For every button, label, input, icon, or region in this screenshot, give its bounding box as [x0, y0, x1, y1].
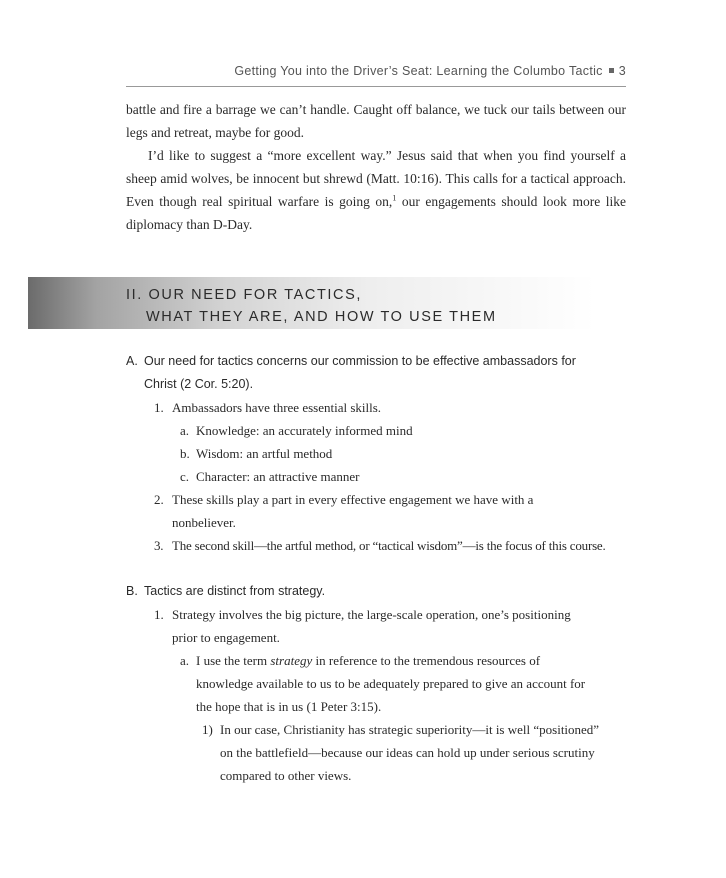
header-bullet-icon [609, 68, 614, 73]
outline [126, 350, 626, 787]
header-title: Getting You into the Driver’s Seat: Learning the Columbo Tactic [234, 64, 603, 78]
page-number: 3 [618, 64, 626, 78]
outline-marker: B. [126, 584, 138, 598]
footnote-marker: 1 [392, 193, 397, 203]
outline-text: Our need for tactics concerns our commission to be effective ambassadors for [144, 354, 576, 368]
outline-text: prior to engagement. [172, 630, 280, 645]
outline-text: the hope that is in us (1 Peter 3:15). [196, 699, 382, 714]
outline-text: Wisdom: an artful method [196, 446, 333, 461]
outline-marker: 2. [154, 492, 164, 507]
outline-item-A1c [126, 465, 626, 488]
outline-item-B [126, 580, 626, 603]
intro-paragraph-1: battle and fire a barrage we can’t handle. Caught off balance, we tuck our tails between our legs and retreat, maybe for good. [126, 102, 626, 140]
outline-text: Christ (2 Cor. 5:20). [144, 377, 254, 391]
outline-text [196, 649, 626, 672]
outline-item-B1a1-cont-2 [126, 764, 626, 787]
outline-marker: c. [180, 469, 190, 484]
outline-text-part: in reference to the tremendous resources of [312, 653, 541, 668]
outline-marker: b. [180, 446, 190, 461]
outline-marker: 1. [154, 607, 164, 622]
outline-marker: a. [180, 423, 190, 438]
outline-item-A1a [126, 419, 626, 442]
intro-paragraph-2-text: I’d like to suggest a “more excellent way.” Jesus said that when you find yourself a sheep amid wolves, be innocent but shrewd (Matt. 10:16). This calls for a tactical approach. Even though real spiritual warfare is going on, [126, 148, 626, 209]
outline-text: These skills play a part in every effective engagement we have with a [172, 492, 534, 507]
outline-item-A3 [126, 534, 626, 557]
outline-item-B1a1 [126, 718, 626, 741]
intro-text [126, 98, 626, 236]
outline-text-emphasis: strategy [270, 653, 313, 668]
outline-item-A [126, 350, 626, 373]
outline-item-B1a-cont-2 [126, 695, 626, 718]
outline-text: nonbeliever. [172, 515, 236, 530]
outline-text: on the battlefield—because our ideas can hold up under serious scrutiny [220, 745, 595, 760]
intro-paragraph-2-end: our engagements should look more like diplomacy than D-Day. [126, 194, 626, 232]
outline-text: Tactics are distinct from strategy. [144, 584, 326, 598]
running-header [126, 64, 626, 78]
outline-text: knowledge available to us to be adequately prepared to give an account for [196, 676, 586, 691]
outline-marker: 1. [154, 400, 164, 415]
section-heading-line-2: WHAT THEY ARE, AND HOW TO USE THEM [146, 309, 497, 325]
outline-item-A1 [126, 396, 626, 419]
outline-marker: a. [180, 653, 190, 668]
outline-item-B1a [126, 649, 626, 672]
outline-text: compared to other views. [220, 768, 352, 783]
intro-paragraph-2 [126, 144, 626, 236]
header-rule [126, 86, 626, 87]
outline-gap [126, 557, 626, 580]
outline-text: Strategy involves the big picture, the large-scale operation, one’s positioning [172, 607, 571, 622]
outline-text: Character: an attractive manner [196, 469, 360, 484]
outline-item-B1 [126, 603, 626, 626]
outline-text: Knowledge: an accurately informed mind [196, 423, 413, 438]
outline-text: In our case, Christianity has strategic superiority—it is well “positioned” [220, 722, 600, 737]
outline-text: Ambassadors have three essential skills. [172, 400, 382, 415]
outline-marker: A. [126, 354, 138, 368]
outline-item-A2-cont [126, 511, 626, 534]
outline-item-B1a-cont [126, 672, 626, 695]
outline-text: The second skill—the artful method, or “tactical wisdom”—is the focus of this course. [172, 538, 606, 553]
outline-item-A-cont [126, 373, 626, 396]
outline-item-B1a1-cont [126, 741, 626, 764]
outline-marker: 1) [202, 722, 213, 737]
outline-text-part: I use the term [196, 653, 271, 668]
outline-item-B1-cont [126, 626, 626, 649]
outline-item-A1b [126, 442, 626, 465]
section-heading-line-1: II. OUR NEED FOR TACTICS, [126, 287, 363, 303]
section-heading [126, 284, 596, 328]
outline-item-A2 [126, 488, 626, 511]
outline-marker: 3. [154, 538, 164, 553]
